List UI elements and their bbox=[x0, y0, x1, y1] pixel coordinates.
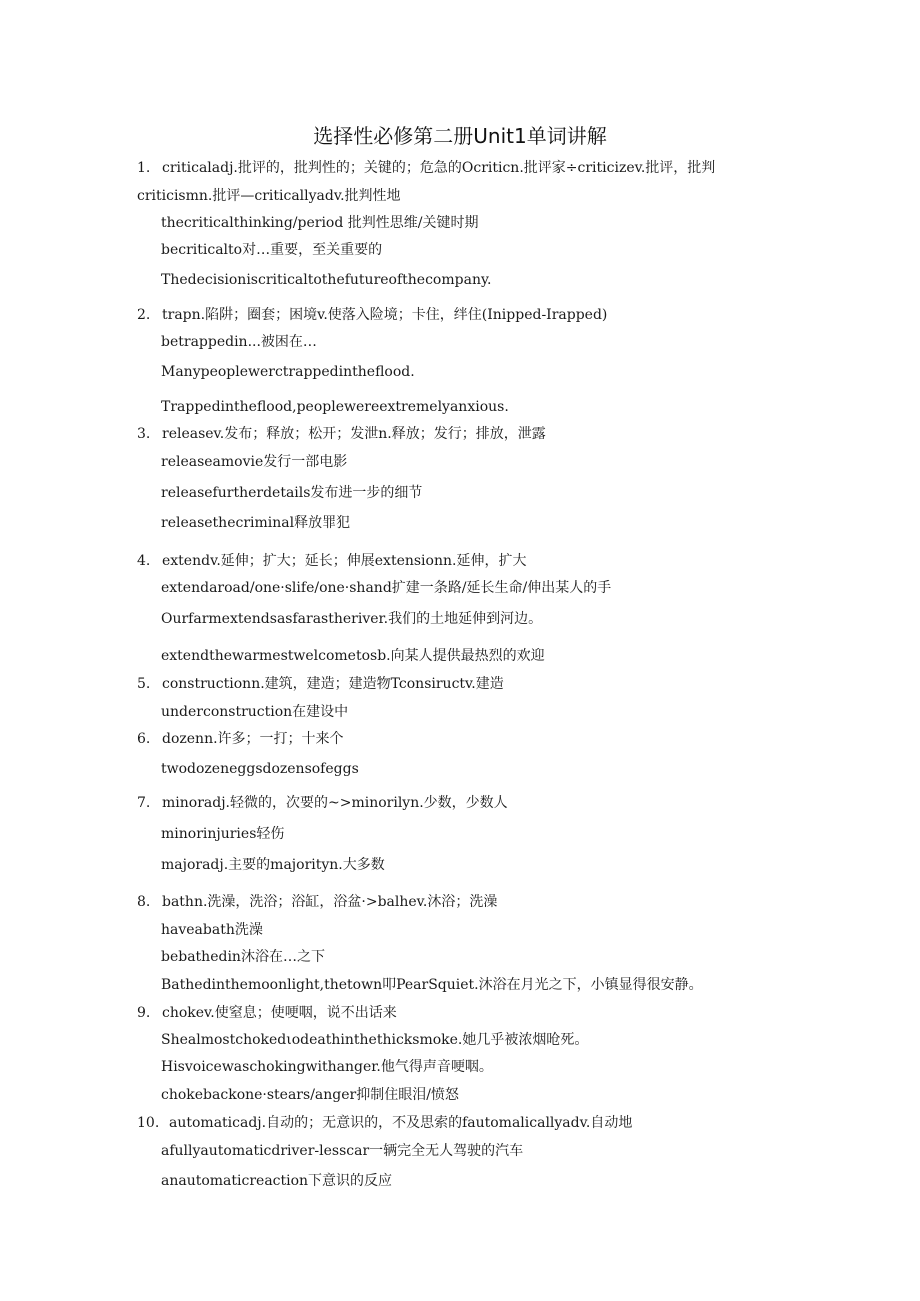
entry-headword: trapn.陷阱；圈套；困境v.使落入险境；卡住，绊住(Inipped-Irapped) bbox=[162, 307, 608, 323]
entry-number: 1. bbox=[137, 160, 151, 176]
example-line: haveabath洗澡 bbox=[161, 922, 263, 938]
entry-headword: criticaladj.批评的，批判性的；关键的；危急的Ocriticn.批评家÷criticizev.批评，批判 bbox=[162, 160, 716, 176]
example-line: becriticalto对…重要，至关重要的 bbox=[161, 242, 383, 258]
entry-number: 5. bbox=[137, 676, 151, 692]
example-line: majoradj.主要的majorityn.大多数 bbox=[161, 857, 385, 873]
entry-headword: dozenn.许多；一打；十来个 bbox=[162, 731, 344, 747]
entry-number: 6. bbox=[137, 731, 151, 747]
example-line: twodozeneggsdozensofeggs bbox=[161, 761, 359, 777]
example-line: Bathedinthemoonlight,thetown叩PearSquiet.沐浴在月光之下，小镇显得很安静。 bbox=[161, 977, 703, 993]
example-line: Ourfarmextendsasfarastheriver.我们的土地延伸到河边。 bbox=[161, 611, 543, 627]
example-line: Hisvoicewaschokingwithanger.他气得声音哽咽。 bbox=[161, 1059, 493, 1075]
entry-headword: bathn.洗澡，洗浴；浴缸，浴盆·>balhev.沐浴；洗澡 bbox=[162, 894, 498, 910]
entry-number: 3. bbox=[137, 426, 151, 442]
entry-headword: automaticadj.自动的；无意识的，不及思索的fautomalicallyadv.自动地 bbox=[169, 1115, 633, 1131]
entry-number: 10. bbox=[137, 1115, 160, 1131]
entry-headword: minoradj.轻微的，次要的~>minorilyn.少数，少数人 bbox=[162, 795, 508, 811]
example-line: bebathedin沐浴在…之下 bbox=[161, 949, 325, 965]
entry-headword-continued: criticismn.批评—criticallyadv.批判性地 bbox=[137, 188, 401, 204]
example-line: releasefurtherdetails发布进一步的细节 bbox=[161, 485, 423, 501]
entry-headword: extendv.延伸；扩大；延长；伸展extensionn.延伸，扩大 bbox=[162, 553, 527, 569]
entry-number: 2. bbox=[137, 307, 151, 323]
example-line: releaseamovie发行一部电影 bbox=[161, 454, 348, 470]
example-line: Shealmostchokedιodeathinthethicksmoke.她几乎被浓烟呛死。 bbox=[161, 1032, 589, 1048]
example-line: afullyautomaticdriver-lesscar一辆完全无人驾驶的汽车 bbox=[161, 1143, 524, 1159]
example-line: Manypeoplewerctrappedintheflood. bbox=[161, 364, 415, 380]
example-line: extendaroad/one·slife/one·shand扩建一条路/延长生命/伸出某人的手 bbox=[161, 580, 612, 596]
example-line: extendthewarmestwelcometosb.向某人提供最热烈的欢迎 bbox=[161, 648, 545, 664]
example-line: thecriticalthinking/period 批判性思维/关键时期 bbox=[161, 215, 479, 231]
entry-headword: releasev.发布；释放；松开；发泄n.释放；发行；排放，泄露 bbox=[162, 426, 546, 442]
entry-number: 7. bbox=[137, 795, 151, 811]
example-line: releasethecriminal释放罪犯 bbox=[161, 515, 351, 531]
entry-number: 8. bbox=[137, 894, 151, 910]
example-line: betrappedin...被困在… bbox=[161, 334, 317, 350]
entry-number: 9. bbox=[137, 1005, 151, 1021]
entry-headword: constructionn.建筑，建造；建造物Tconsiructv.建造 bbox=[162, 676, 504, 692]
page-title: 选择性必修第二册Unit1单词讲解 bbox=[313, 124, 607, 148]
entry-number: 4. bbox=[137, 553, 151, 569]
example-line: minorinjuries轻伤 bbox=[161, 826, 285, 842]
example-line: chokebackone·stears/anger抑制住眼泪/愤怒 bbox=[161, 1087, 459, 1103]
example-line: Thedecisioniscriticaltothefutureofthecompany. bbox=[161, 272, 492, 288]
example-line: underconstruction在建设中 bbox=[161, 704, 349, 720]
entry-headword: chokev.使窒息；使哽咽，说不出话来 bbox=[162, 1005, 397, 1021]
example-line: Trappedintheflood,peoplewereextremelyanxious. bbox=[161, 399, 509, 415]
example-line: anautomaticreaction下意识的反应 bbox=[161, 1173, 393, 1189]
